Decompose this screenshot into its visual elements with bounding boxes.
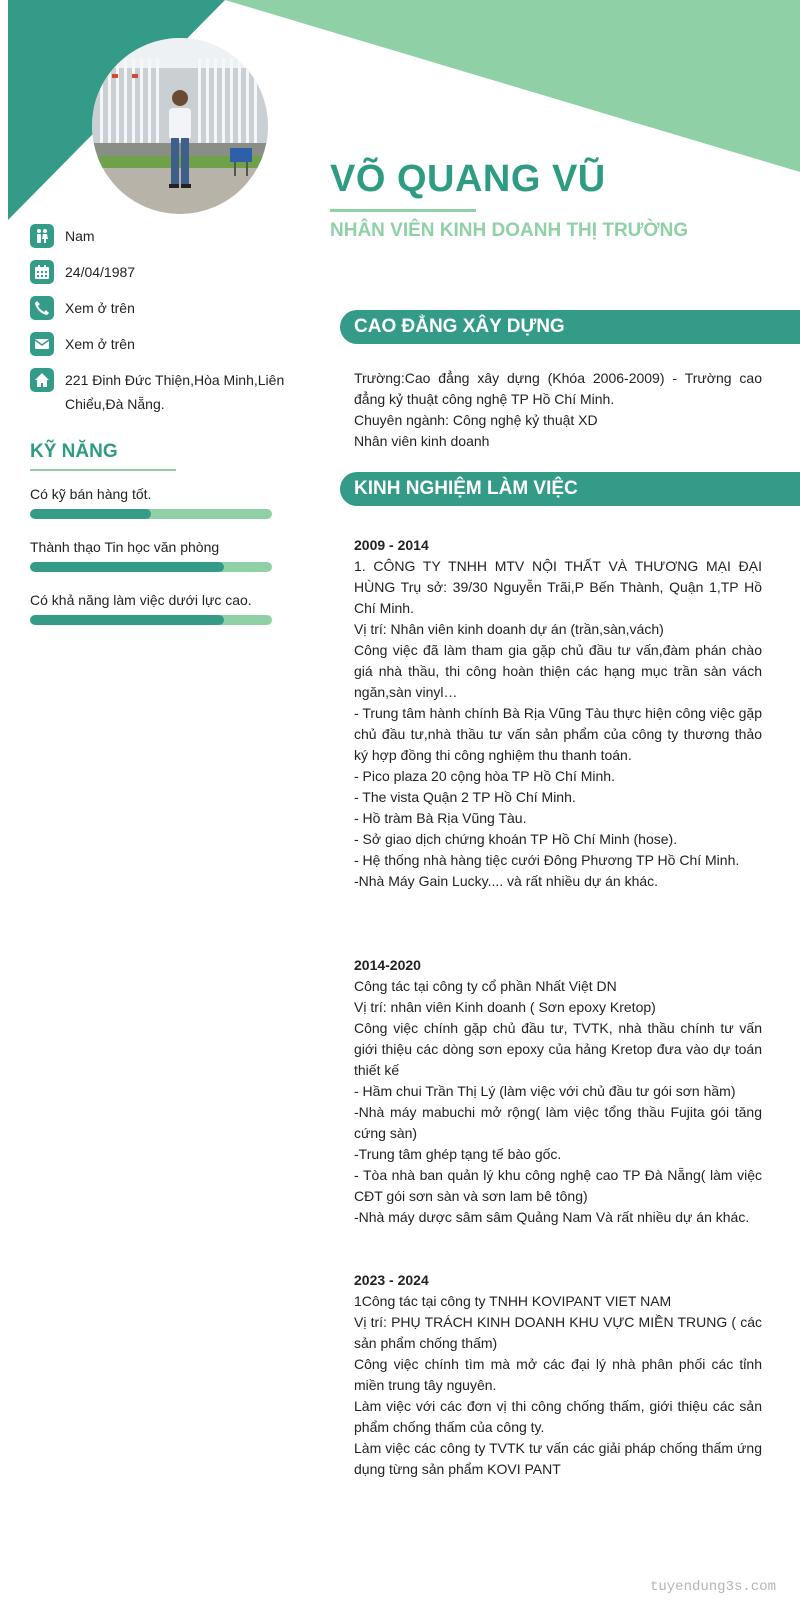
contact-list — [30, 224, 290, 428]
experience-line: - Hệ thống nhà hàng tiệc cưới Đông Phương TP Hồ Chí Minh. — [354, 852, 740, 868]
experience-heading: KINH NGHIỆM LÀM VIỆC — [340, 472, 800, 506]
experience-line: Công việc chính tìm mà mở các đại lý nhà phân phối các tỉnh miền trung tây nguyên. — [354, 1356, 762, 1393]
experience-line: - Pico plaza 20 cộng hòa TP Hồ Chí Minh. — [354, 768, 615, 784]
experience-line: Vị trí: Nhân viên kinh doanh dự án (trần,sàn,vách) — [354, 621, 664, 637]
skill-label: Thành thạo Tin học văn phòng — [30, 539, 220, 555]
skills-heading: KỸ NĂNG — [30, 441, 118, 462]
education-line: Nhân viên kinh doanh — [354, 433, 490, 449]
contact-text: 221 Đinh Đức Thiện,Hòa Minh,Liên Chiểu,Đà Nẵng. — [65, 372, 285, 412]
contact-text: Xem ở trên — [65, 336, 135, 352]
skill-item — [30, 484, 272, 519]
contact-text: Nam — [65, 228, 95, 244]
skill-bar-fill — [30, 562, 224, 572]
skill-bar-fill — [30, 615, 224, 625]
experience-entry — [354, 535, 762, 892]
experience-line: 1Công tác tại công ty TNHH KOVIPANT VIET NAM — [354, 1293, 672, 1309]
gender-icon — [30, 224, 54, 248]
contact-email — [30, 332, 290, 356]
experience-line: 1. CÔNG TY TNHH MTV NỘI THẤT VÀ THƯƠNG MẠI ĐẠI HÙNG Trụ sở: 39/30 Nguyễn Trãi,P Bến Thành, Quận 1,TP Hồ Chí Minh. — [354, 558, 762, 616]
experience-line: -Trung tâm ghép tạng tế bào gốc. — [354, 1146, 562, 1162]
experience-line: Làm việc với các đơn vị thi công chống thấm, giới thiệu các sản phẩm chống thấm của công ty. — [354, 1398, 762, 1435]
experience-period: 2014-2020 — [354, 957, 421, 973]
skill-bar — [30, 615, 272, 625]
experience-line: -Nhà máy dược sâm sâm Quảng Nam Và rất nhiều dự án khác. — [354, 1209, 750, 1225]
experience-line: Công tác tại công ty cổ phần Nhất Việt DN — [354, 978, 617, 994]
contact-gender — [30, 224, 290, 248]
watermark: tuyendung3s.com — [649, 1579, 776, 1595]
home-icon — [30, 368, 54, 392]
experience-line: Vị trí: nhân viên Kinh doanh ( Sơn epoxy Kretop) — [354, 999, 656, 1015]
experience-body — [354, 535, 762, 1480]
skill-label: Có khả năng làm việc dưới lực cao. — [30, 592, 252, 608]
skill-item — [30, 590, 272, 625]
experience-line: - Hầm chui Trần Thị Lý (làm việc với chủ đầu tư gói sơn hầm) — [354, 1083, 736, 1099]
profile-photo — [92, 38, 268, 214]
skills-list — [30, 484, 272, 643]
skill-label: Có kỹ bán hàng tốt. — [30, 486, 152, 502]
job-title: NHÂN VIÊN KINH DOANH THỊ TRƯỜNG — [330, 220, 689, 241]
experience-line: - The vista Quận 2 TP Hồ Chí Minh. — [354, 789, 576, 805]
experience-line: Công việc chính gặp chủ đầu tư, TVTK, nhà thầu chính tư vấn giới thiệu các dòng sơn epoxy của hảng Kretop đưa vào dự toán thiết kế — [354, 1020, 762, 1078]
experience-line: - Trung tâm hành chính Bà Rịa Vũng Tàu thực hiện công việc gặp chủ đầu tư,nhà thầu tư vấn sản phẩm của công ty thương thảo ký hợp đồng thi công nghiệm thu thanh toán. — [354, 705, 762, 763]
email-icon — [30, 332, 54, 356]
contact-birthday — [30, 260, 290, 284]
experience-line: -Nhà máy mabuchi mở rộng( làm việc tổng thầu Fujita gói tăng cứng sàn) — [354, 1104, 762, 1141]
skill-bar — [30, 562, 272, 572]
experience-entry — [354, 1270, 762, 1480]
calendar-icon — [30, 260, 54, 284]
education-line: Trường:Cao đẳng xây dựng (Khóa 2006-2009) - Trường cao đẳng kỷ thuật công nghệ TP Hồ Chí Minh. — [354, 370, 762, 407]
contact-text: Xem ở trên — [65, 300, 135, 316]
skills-underline — [30, 469, 176, 471]
education-body — [354, 368, 762, 452]
experience-line: Vị trí: PHỤ TRÁCH KINH DOANH KHU VỰC MIỀN TRUNG ( các sản phẩm chống thấm) — [354, 1314, 762, 1351]
experience-line: Làm việc các công ty TVTK tư vấn các giải pháp chống thấm ứng dụng từng sản phẩm KOVI PANT — [354, 1440, 762, 1477]
contact-phone — [30, 296, 290, 320]
experience-entry — [354, 955, 762, 1228]
education-heading: CAO ĐẲNG XÂY DỰNG — [340, 310, 800, 344]
experience-period: 2023 - 2024 — [354, 1272, 429, 1288]
skill-item — [30, 537, 272, 572]
experience-line: - Tòa nhà ban quản lý khu công nghệ cao TP Đà Nẵng( làm việc CĐT gói sơn sàn và sơn lam bê tông) — [354, 1167, 762, 1204]
experience-line: - Sở giao dịch chứng khoán TP Hồ Chí Minh (hose). — [354, 831, 678, 847]
skill-bar — [30, 509, 272, 519]
experience-line: - Hồ tràm Bà Rịa Vũng Tàu. — [354, 810, 527, 826]
experience-line: Công việc đã làm tham gia gặp chủ đầu tư vấn,đàm phán chào giá nhà thầu, thi công hoàn thiện các hạng mục trần sàn vách ngăn,sàn vinyl… — [354, 642, 762, 700]
name-underline — [330, 209, 476, 212]
phone-icon — [30, 296, 54, 320]
light-green-band — [225, 0, 800, 172]
candidate-name: VÕ QUANG VŨ — [330, 158, 606, 200]
contact-address — [30, 368, 290, 416]
contact-text: 24/04/1987 — [65, 264, 136, 280]
experience-line: -Nhà Máy Gain Lucky.... và rất nhiều dự án khác. — [354, 873, 659, 889]
education-line: Chuyên ngành: Công nghệ kỷ thuật XD — [354, 412, 598, 428]
skill-bar-fill — [30, 509, 151, 519]
experience-period: 2009 - 2014 — [354, 537, 429, 553]
